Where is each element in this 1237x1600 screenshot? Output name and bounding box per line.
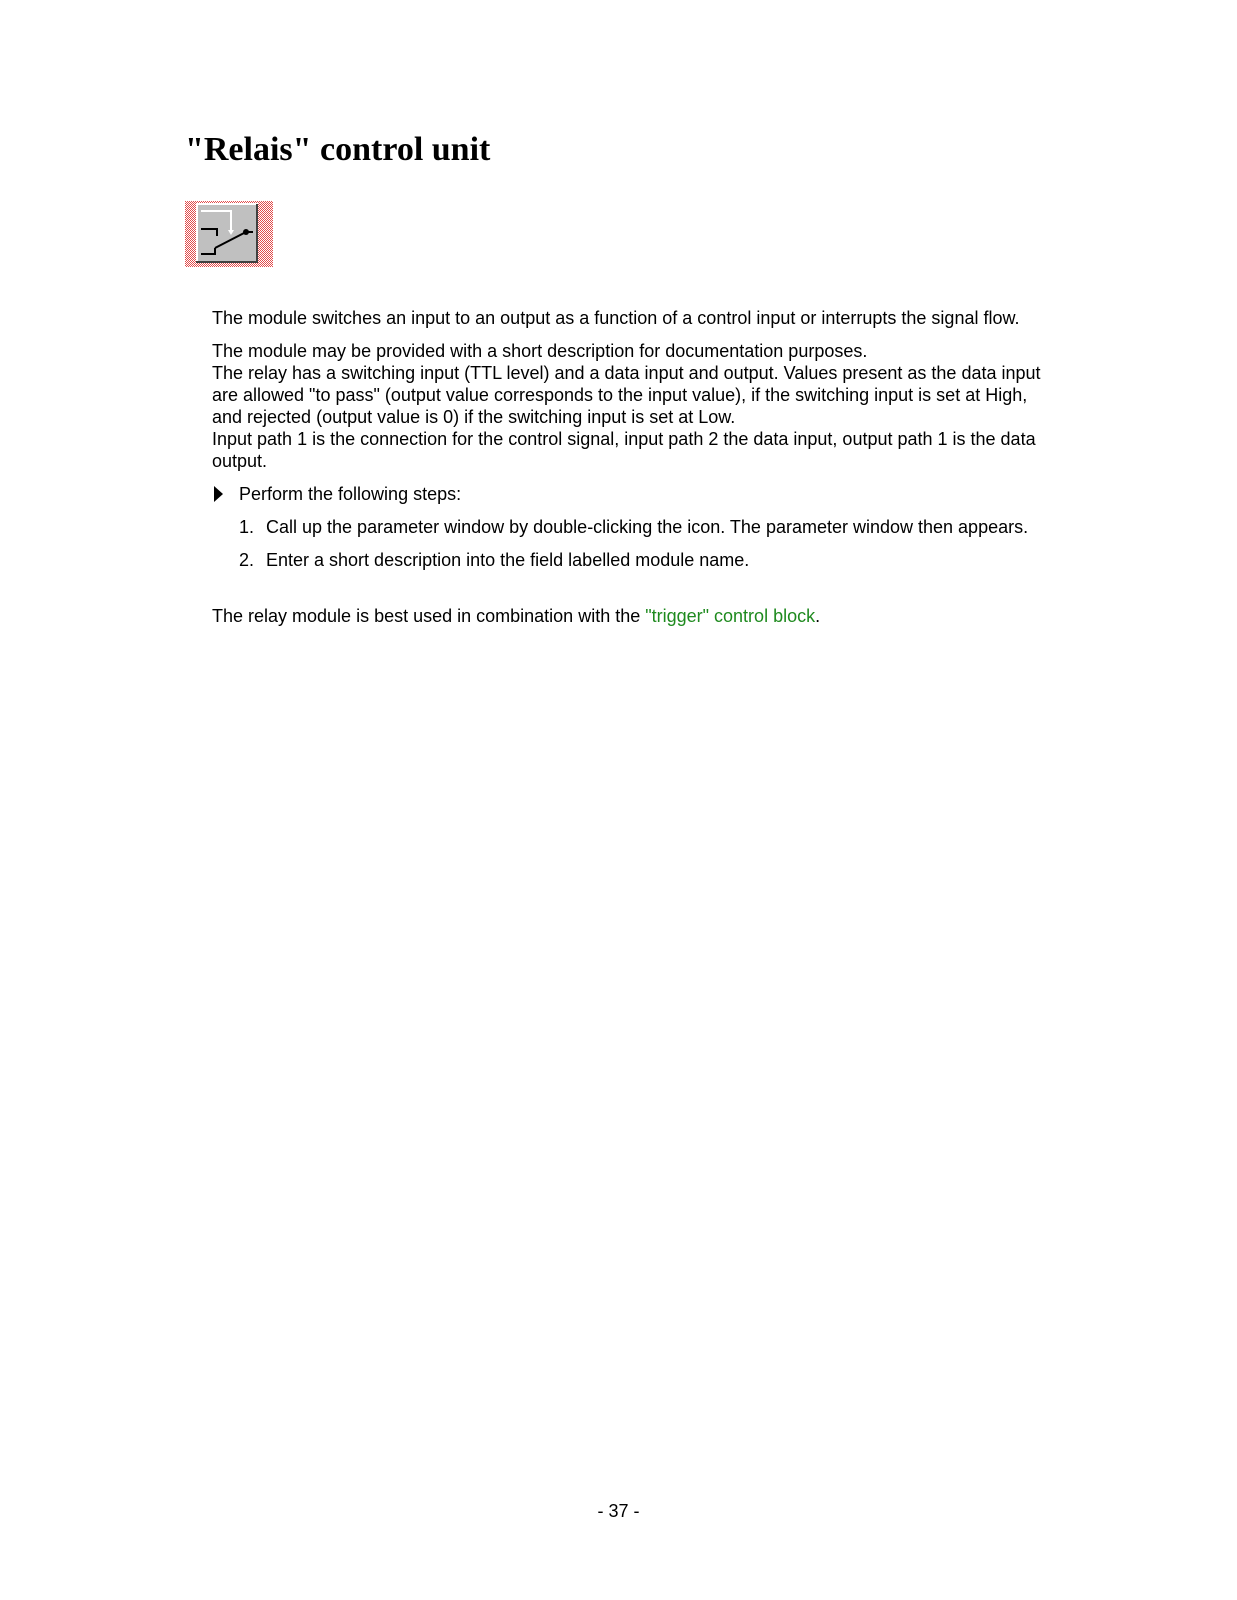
steps-intro [212, 483, 1052, 505]
steps-intro-text: Perform the following steps: [239, 484, 462, 504]
step-number: 2. [239, 550, 255, 570]
paragraph-documentation: The module may be provided with a short description for documentation purposes. [212, 341, 868, 361]
paragraph-relay-inputs: The relay has a switching input (TTL level) and a data input and output. Values present as the data input are allowed "to pass" (output value corresponds to the input value), if the switching input is set at High, and rejected (output value is 0) if the switching input is set at Low. [212, 363, 1041, 427]
steps-list [212, 516, 1052, 571]
paragraph-description: The module switches an input to an output as a function of a control input or interrupts the signal flow. [212, 308, 1020, 328]
page-title: "Relais" control unit [185, 131, 491, 168]
step-text: Enter a short description into the field labelled module name. [266, 550, 750, 570]
closing-paragraph [212, 605, 1052, 627]
triangle-bullet-icon [214, 486, 223, 502]
page-number: - 37 - [597, 1501, 640, 1521]
step-text: Call up the parameter window by double-clicking the icon. The parameter window then appears. [266, 517, 1029, 537]
relay-module-icon [185, 201, 273, 267]
closing-period: . [815, 606, 821, 626]
body-content [212, 307, 1052, 627]
list-item [212, 549, 1052, 571]
list-item [212, 516, 1052, 538]
step-number: 1. [239, 517, 255, 537]
paragraph-input-paths: Input path 1 is the connection for the control signal, input path 2 the data input, output path 1 is the data output. [212, 429, 1036, 471]
trigger-control-block-link[interactable]: "trigger" control block [645, 606, 816, 626]
closing-text: The relay module is best used in combination with the [212, 606, 646, 626]
